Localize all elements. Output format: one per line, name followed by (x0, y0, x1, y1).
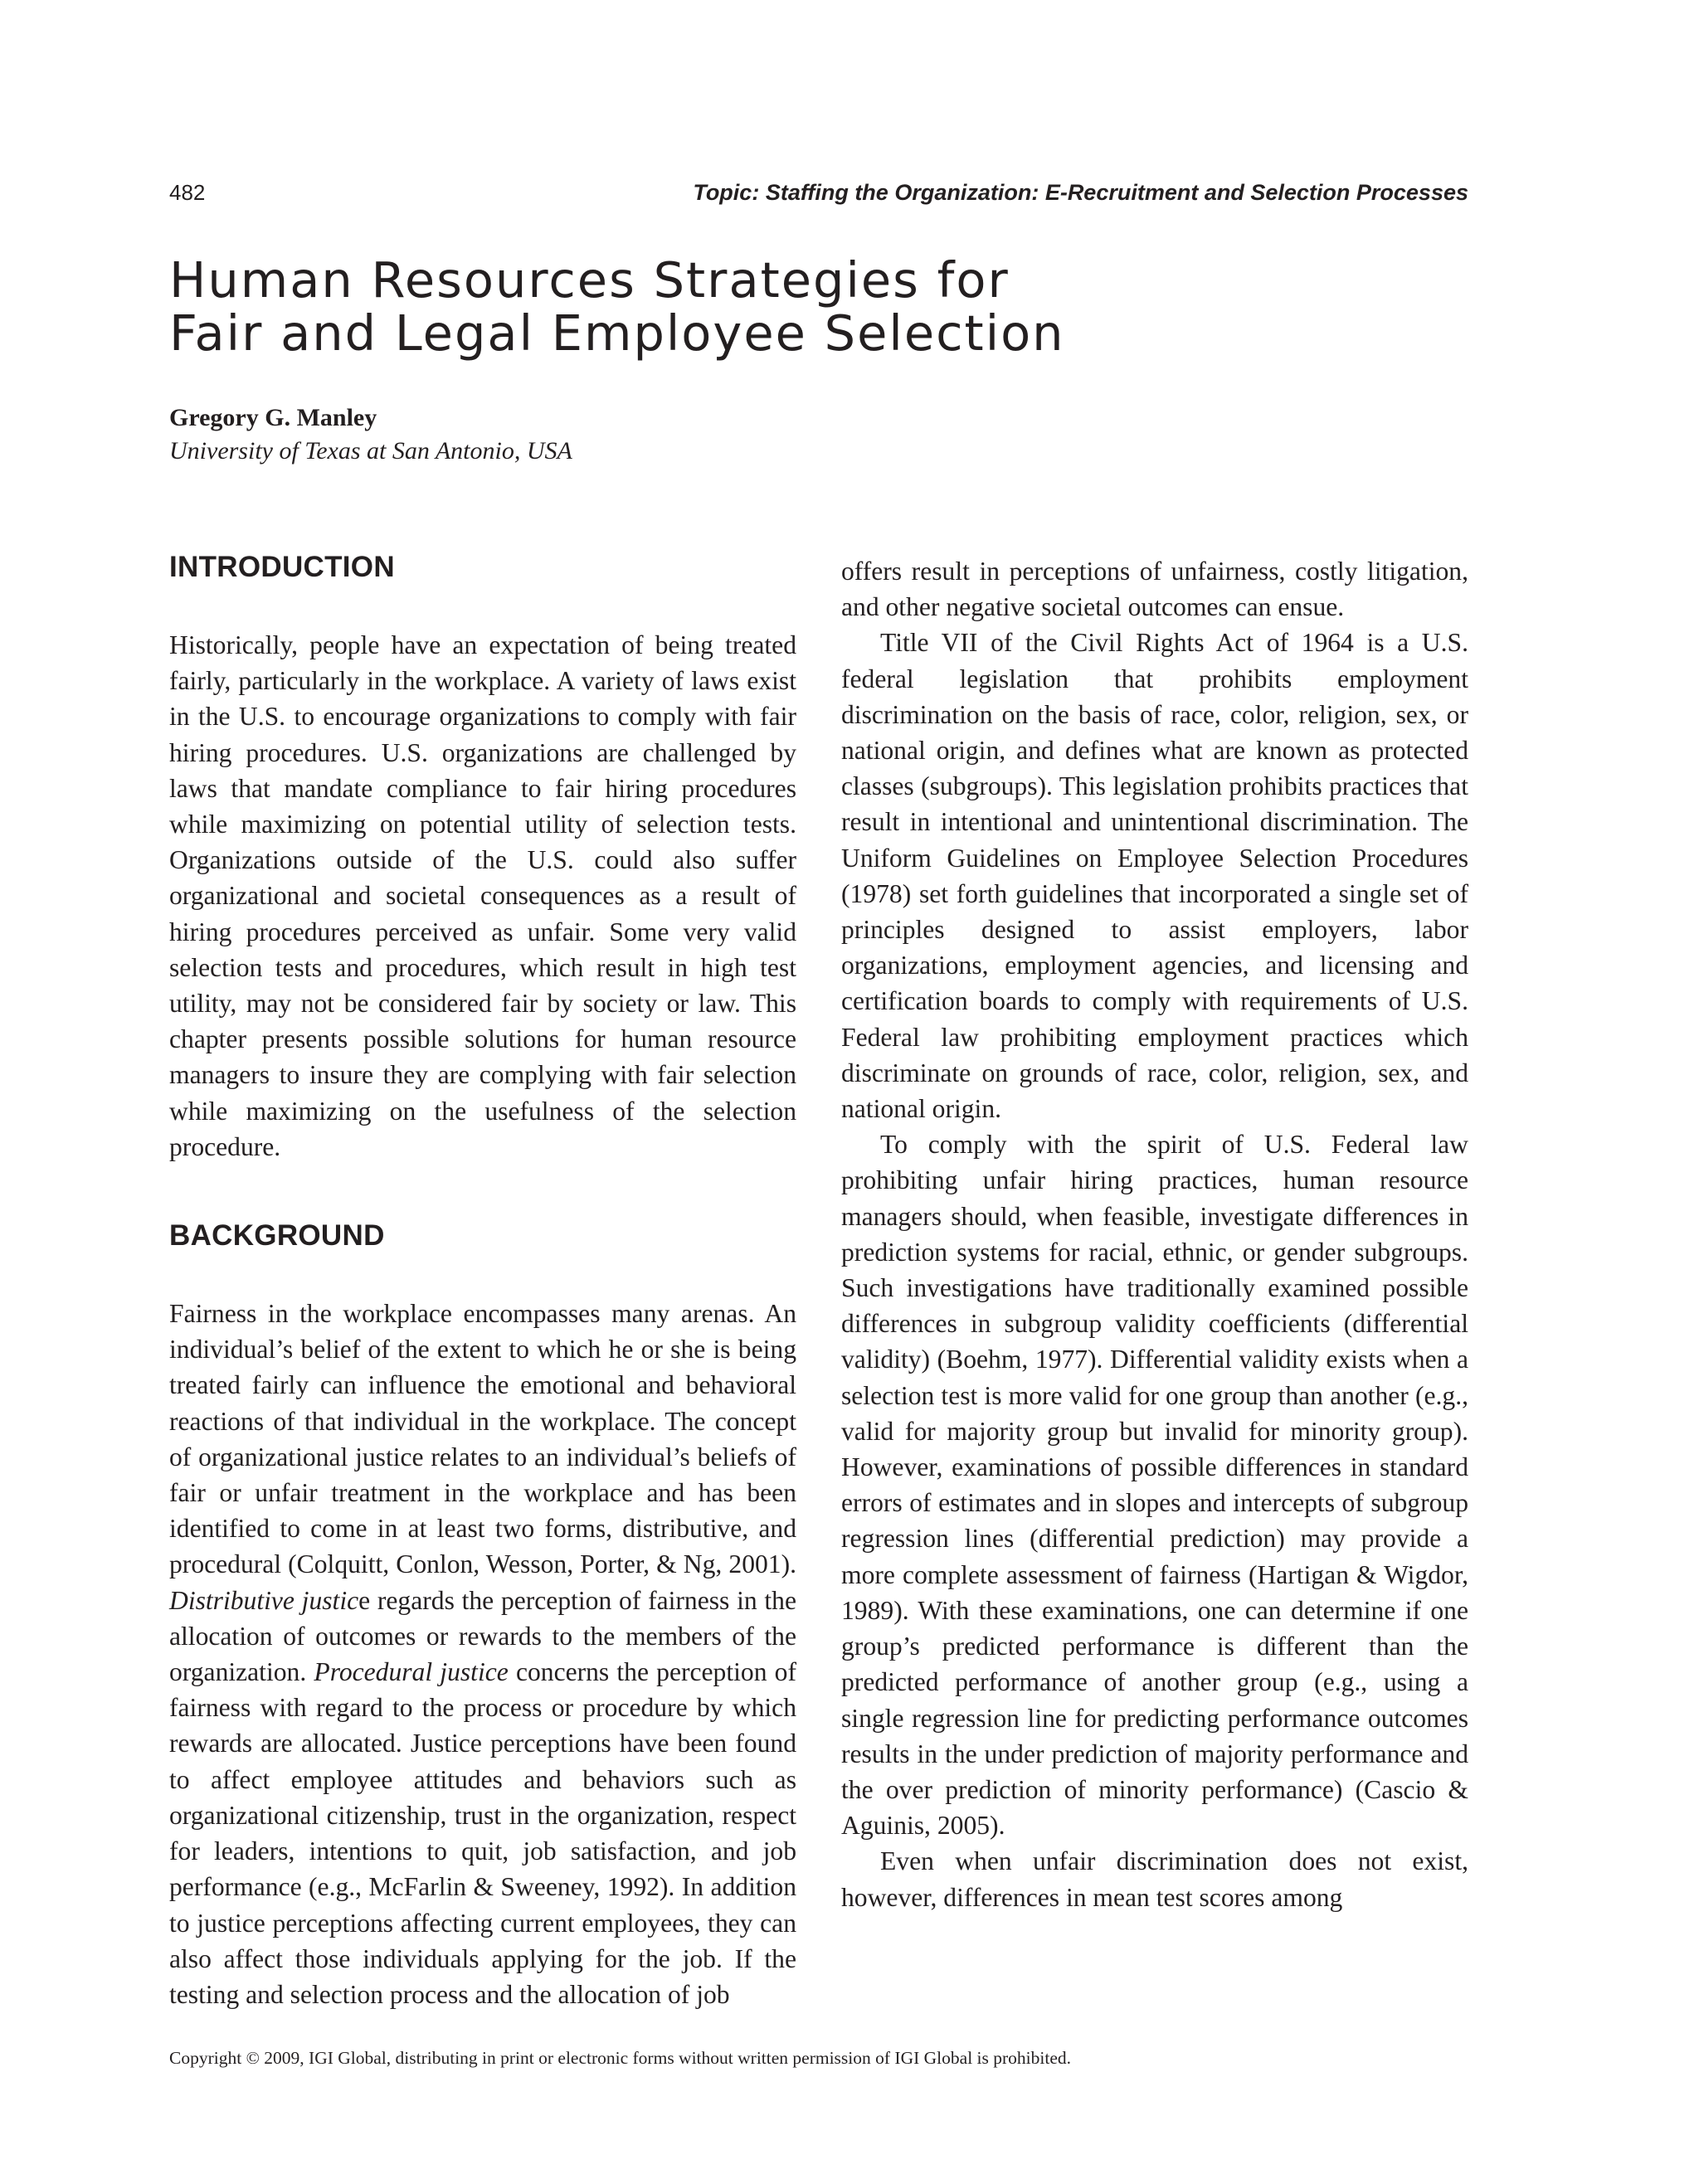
introduction-paragraph: Historically, people have an expectation of being treated fairly, particularly in the workplace. A variety of laws exist in the U.S. to encourage organizations to comply with fair hiring procedures. U.S. organizations are challenged by laws that mandate compliance to fair hiring procedures while maximizing on potential utility of selection tests. Organizations outside of the U.S. could also suffer organizational and societal consequences as a result of hiring procedures perceived as unfair. Some very valid selection tests and procedures, which result in high test utility, may not be considered fair by society or law. This chapter presents possible solutions for human resource managers to insure they are complying with fair selection while maximizing on the usefulness of the selection procedure. (169, 630, 796, 1161)
background-text-1: Fairness in the workplace encompasses many arenas. An individual’s belief of the extent to which he or she is being treated fairly can influence the emotional and behavioral reactions of that individual in the workplace. The concept of organizational justice relates to an individual’s beliefs of fair or unfair treatment in the workplace and has been identified to come in at least two forms, distributive, and procedural (Colquitt, Conlon, Wesson, Porter, & Ng, 2001). (169, 1299, 796, 1579)
author-affiliation: University of Texas at San Antonio, USA (169, 437, 572, 465)
left-column (169, 549, 796, 2012)
background-paragraph (169, 1296, 796, 2012)
right-column (841, 553, 1468, 1915)
running-head: Topic: Staffing the Organization: E-Recruitment and Selection Processes (693, 180, 1468, 205)
title-vii-paragraph: Title VII of the Civil Rights Act of 1964 is a U.S. federal legislation that prohibits employment discrimination on the basis of race, color, religion, sex, or national origin, and defines what are known as protected classes (subgroups). This legislation prohibits practices that result in intentional and unintentional discrimination. The Uniform Guidelines on Employee Selection Procedures (1978) set forth guidelines that incorporated a single set of principles designed to assist employers, labor organizations, employment agencies, and licensing and certification boards to comply with requirements of U.S. Federal law prohibiting employment practices which discriminate on grounds of race, color, religion, sex, and national origin. (841, 628, 1468, 1124)
background-paragraph-continued: offers result in perceptions of unfairness, costly litigation, and other negative societal outcomes can ensue. (841, 557, 1468, 622)
background-text-2: e regards the perception of fairness in the allocation of outcomes or rewards to the members of the organization. (169, 1585, 796, 1687)
chapter-title-line-2: Fair and Legal Employee Selection (169, 304, 1065, 362)
author-name: Gregory G. Manley (169, 404, 377, 431)
introduction-heading: INTRODUCTION (169, 551, 395, 583)
background-text-3: concerns the perception of fairness with regard to the process or procedure by which rewards are allocated. Justice perceptions have been found to affect employee attitudes and behaviors such as organizational citizenship, trust in the organization, respect for leaders, intentions to quit, job satisfaction, and job performance (e.g., McFarlin & Sweeney, 1992). In addition to justice perceptions affecting current employees, they can also affect those individuals applying for the job. If the testing and selection process and the allocation of job (169, 1657, 796, 2009)
page-number: 482 (169, 180, 206, 205)
chapter-title-line-1: Human Resources Strategies for (169, 251, 1010, 309)
copyright-notice: Copyright © 2009, IGI Global, distributing in print or electronic forms without written permission of IGI Global is prohibited. (169, 2048, 1071, 2068)
procedural-justice-term: Procedural justice (314, 1657, 509, 1687)
distributive-justice-term: Distributive justic (169, 1585, 359, 1615)
chapter-title (169, 251, 1331, 362)
mean-differences-paragraph: Even when unfair discrimination does not exist, however, differences in mean test scores among (841, 1846, 1468, 1912)
background-heading: BACKGROUND (169, 1219, 385, 1253)
differential-prediction-paragraph: To comply with the spirit of U.S. Federal law prohibiting unfair hiring practices, human resource managers should, when feasible, investigate differences in prediction systems for racial, ethnic, or gender subgroups. Such investigations have traditionally examined possible differences in subgroup validity coefficients (differential validity) (Boehm, 1977). Differential validity exists when a selection test is more valid for one group than another (e.g., valid for majority group but invalid for minority group). However, examinations of possible differences in standard errors of estimates and in slopes and intercepts of subgroup regression lines (differential prediction) may provide a more complete assessment of fairness (Hartigan & Wigdor, 1989). With these examinations, one can determine if one group’s predicted performance is different than the predicted performance of another group (e.g., using a single regression line for predicting performance outcomes results in the under prediction of majority performance and the over prediction of minority performance) (Cascio & Aguinis, 2005). (841, 1130, 1468, 1841)
